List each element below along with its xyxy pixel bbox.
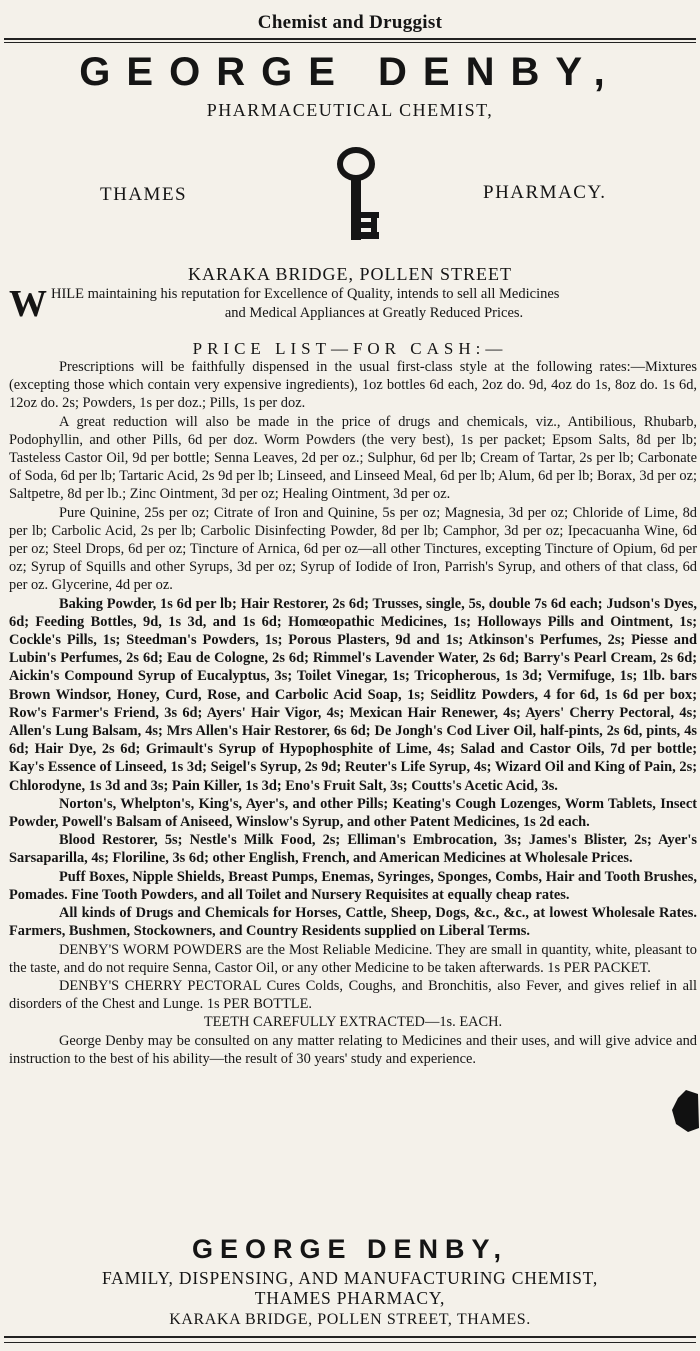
key-icon <box>326 146 386 246</box>
price-list-heading: PRICE LIST—FOR CASH:— <box>192 339 508 358</box>
paragraph-cherry-pectoral: DENBY'S CHERRY PECTORAL Cures Colds, Coughs, and Bronchitis, also Fever, and gives relief in all disorders of the Chest and Lunge. 1s PER BOTTLE. <box>9 977 697 1013</box>
paragraph-prescriptions: Prescriptions will be faithfully dispensed in the usual first-class style at the following rates:—Mixtures (excepting those which contain very expensive ingredients), 1oz bottles 6d each, 2oz do. 9d, 4oz do 1s, 8oz do. 1s 6d, 12oz do. 2s; Powders, 1s per doz.; Pills, 1s per doz. <box>9 359 697 412</box>
paragraph-drugs-chemicals: A great reduction will also be made in the price of drugs and chemicals, viz., Antibilious, Rhubarb, Podophyllin, and other Pills, 6d per doz. Worm Powders (the very best), 1s per packet; Epsom Salts, 8d per lb; Tasteless Castor Oil, 9d per bottle; Senna Leaves, 2d per oz.; Sulphur, 6d per lb; Cream of Tartar, 2s per lb; Carbonate of Soda, 6d per lb; Tartaric Acid, 2s 9d per lb; Linseed, and Linseed Meal, 6d per lb; Alum, 6d per lb; Borax, 3d per oz; Saltpetre, 8d per lb.; Zinc Ointment, 3d per oz; Healing Ointment, 3d per oz. <box>9 413 697 503</box>
paragraph-pills: Norton's, Whelpton's, King's, Ayer's, and other Pills; Keating's Cough Lozenges, Worm Tablets, Insect Powder, Powell's Balsam of Aniseed, Winslow's Syrup, and other Patent Medicines, 1s 2d each. <box>9 795 697 831</box>
paragraph-proprietary: Baking Powder, 1s 6d per lb; Hair Restorer, 2s 6d; Trusses, single, 5s, double 7s 6d each; Judson's Dyes, 6d; Feeding Bottles, 9d, 1s 3d, and 1s 6d; Homœopathic Medicines, 1s; Holloways Pills and Ointment, 1s; Cockle's Pills, 1s; Steedman's Powders, 1s; Porous Plasters, 9d and 1s; Atkinson's Perfumes, 2s; Piesse and Lubin's Perfumes, 2s 6d; Eau de Cologne, 2s 6d; Rimmel's Lavender Water, 2s 6d; Barry's Pearl Cream, 2s 6d; Aickin's Compound Syrup of Eucalyptus, 3s; Toilet Vinegar, 1s; Tricopherous, 1s 3d; Vermifuge, 1s; 1lb. bars Brown Windsor, Honey, Curd, Rose, and Carbolic Acid Soap, 1s; Seidlitz Powders, 4 for 6d, 1s 6d per box; Row's Farmer's Friend, 3s 6d; Ayers' Hair Vigor, 4s; Mexican Hair Renewer, 4s; Ayers' Cherry Pectoral, 4s; Allen's Lung Balsam, 4s; Mrs Allen's Hair Restorer, 6s 6d; De Jongh's Cod Liver Oil, half-pints, 2s 6d, pints, 4s 6d; Hair Dye, 2s 6d; Grimault's Syrup of Hypophosphite of Lime, 4s; Salad and Castor Oils, 7d per bottle; Kay's Essence of Linseed, 1s 3d; Seigel's Syrup, 2s 9d; Reuter's Life Syrup, 4s; Wizard Oil and King of Pain, 2s; Chlorodyne, 1s 3d and 3s; Pain Killer, 1s 3d; Eno's Fruit Salt, 3s; Coutts's Acetic Acid, 3s. <box>9 595 697 794</box>
address-heading: KARAKA BRIDGE, POLLEN STREET <box>188 264 512 284</box>
paragraph-blood-restorer: Blood Restorer, 5s; Nestle's Milk Food, 2s; Elliman's Embrocation, 3s; James's Blister, 2s; Ayer's Sarsaparilla, 4s; Floriline, 3s 6d; other English, French, and American Medicines at Wholesale Prices. <box>9 832 697 867</box>
paragraph-toilet: Puff Boxes, Nipple Shields, Breast Pumps, Enemas, Syringes, Sponges, Combs, Hair and Tooth Brushes, Pomades. Fine Tooth Powders, and all Toilet and Nursery Requisites at equally cheap rates. <box>9 868 697 903</box>
emblem-right-word: PHARMACY. <box>483 182 607 203</box>
header-rule-thin <box>4 42 696 43</box>
business-name: GEORGE DENBY, <box>79 50 621 94</box>
price-list-body <box>9 358 697 1068</box>
section-title: Chemist and Druggist <box>257 12 443 33</box>
footer-line-3: KARAKA BRIDGE, POLLEN STREET, THAMES. <box>169 1311 531 1328</box>
paragraph-consultation: George Denby may be consulted on any matter relating to Medicines and their uses, and will give advice and instruction to the best of his ability—the result of 30 years' study and experience. <box>9 1032 697 1067</box>
ink-blot-mark <box>668 1088 700 1134</box>
paragraph-livestock: All kinds of Drugs and Chemicals for Horses, Cattle, Sheep, Dogs, &c., &c., at lowest Wholesale Rates. Farmers, Bushmen, Stockowners, and Country Residents supplied on Liberal Terms. <box>9 905 697 940</box>
footer-line-2: THAMES PHARMACY, <box>254 1288 446 1308</box>
intro-line-2: and Medical Appliances at Greatly Reduced Prices. <box>224 305 524 321</box>
paragraph-teeth: TEETH CAREFULLY EXTRACTED—1s. EACH. <box>203 1014 503 1031</box>
paragraph-quinine: Pure Quinine, 25s per oz; Citrate of Iron and Quinine, 5s per oz; Magnesia, 3d per oz; Chloride of Lime, 8d per lb; Carbolic Acid, 2s per lb; Carbolic Disinfecting Powder, 8d per lb; Camphor, 3d per oz; Ipecacuanha Wine, 6d per oz; Steel Drops, 6d per oz; Tincture of Arnica, 6d per oz—all other Tinctures, excepting Tincture of Opium, 6d per oz; Syrup of Squills and other Syrups, 3d per oz; Syrup of Iodide of Iron, Parrish's Syrup, and others of that class, 6d per oz. Glycerine, 4d per oz. <box>9 504 697 594</box>
emblem-left-word: THAMES <box>100 184 188 205</box>
header-rule <box>4 38 696 40</box>
drop-cap: W <box>9 283 47 325</box>
business-subtitle: PHARMACEUTICAL CHEMIST, <box>206 100 494 120</box>
intro-paragraph <box>9 285 697 323</box>
intro-line-1: HILE maintaining his reputation for Excellence of Quality, intends to sell all Medicines <box>51 286 560 302</box>
footer-rule <box>4 1336 696 1338</box>
footer-line-1: FAMILY, DISPENSING, AND MANUFACTURING CHEMIST, <box>101 1268 599 1288</box>
paragraph-worm-powders: DENBY'S WORM POWDERS are the Most Reliable Medicine. They are small in quantity, white, pleasant to the taste, and do not require Senna, Castor Oil, or any other Medicine to be taken afterwards. 1s PER PACKET. <box>9 941 697 976</box>
footer-business-name: GEORGE DENBY, <box>191 1234 509 1264</box>
footer-rule-thin <box>4 1342 696 1343</box>
